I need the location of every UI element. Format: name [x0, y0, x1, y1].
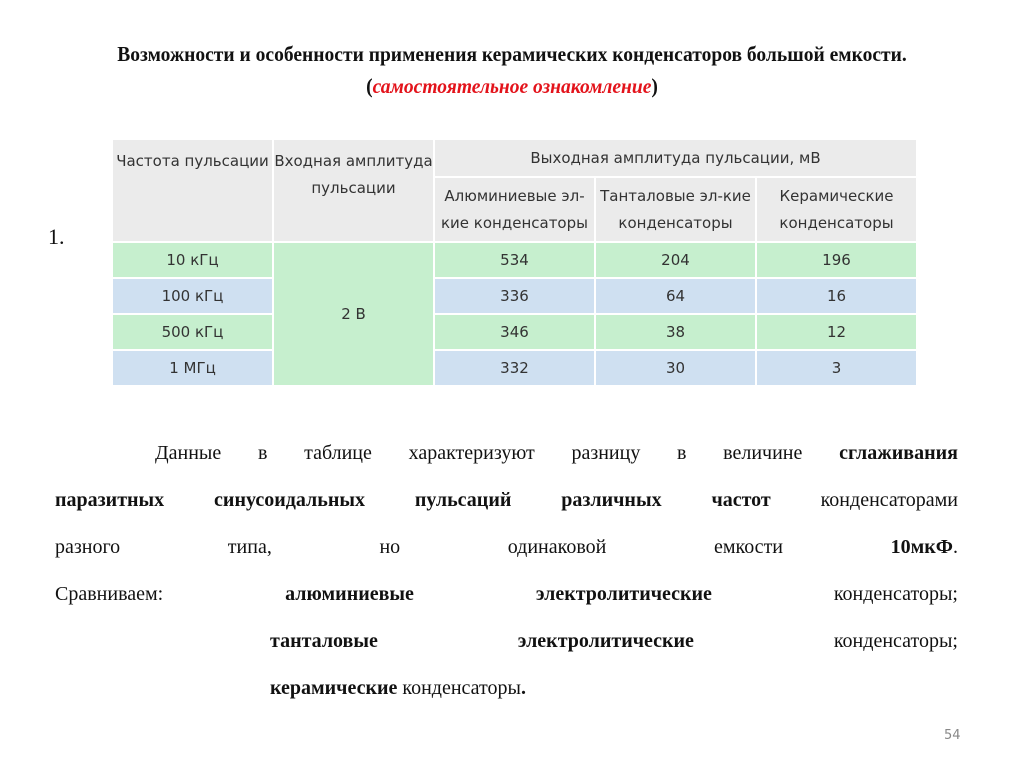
paren-open: ( [366, 74, 373, 98]
cell-tantalum: 64 [595, 278, 756, 314]
cell-tantalum: 38 [595, 314, 756, 350]
word: типа, [227, 536, 272, 558]
header-frequency: Частота пульсации [112, 139, 273, 242]
cell-frequency: 10 кГц [112, 242, 273, 278]
cell-aluminum: 346 [434, 314, 595, 350]
word: конденсаторы [397, 677, 521, 699]
period: . [952, 536, 958, 558]
paren-close: ) [651, 74, 658, 98]
body-paragraph [55, 430, 958, 712]
word: в [257, 442, 268, 464]
word: величине [723, 442, 803, 464]
word: таблице [304, 442, 372, 464]
header-output-group: Выходная амплитуда пульсации, мВ [434, 139, 917, 177]
slide-title [64, 38, 961, 102]
word: Данные [155, 442, 222, 464]
cell-input-value: 2 В [273, 242, 434, 386]
bold-word: керамические [270, 677, 398, 699]
ripple-table [111, 138, 918, 387]
word: в [677, 442, 687, 464]
word: конденсаторы; [833, 630, 958, 652]
word: емкости [713, 536, 784, 558]
bold-word: электролитические [535, 583, 712, 605]
header-input-amplitude: Входная амплитуда пульсации [273, 139, 434, 242]
para-line-3 [55, 524, 958, 571]
word: разницу [571, 442, 641, 464]
bold-word: сглаживания [839, 442, 958, 464]
header-ceramic: Керамические конденсаторы [756, 177, 917, 242]
cell-frequency: 100 кГц [112, 278, 273, 314]
word: характеризуют [408, 442, 535, 464]
para-line-6 [55, 665, 958, 712]
cell-ceramic: 196 [756, 242, 917, 278]
header-aluminum: Алюминиевые эл-кие конденсаторы [434, 177, 595, 242]
bold-word: различных [561, 489, 662, 511]
word: Сравниваем: [55, 583, 164, 605]
page-number: 54 [944, 728, 961, 743]
cell-aluminum: 534 [434, 242, 595, 278]
table-row [112, 350, 917, 386]
title-main: Возможности и особенности применения керамических конденсаторов большой емкости. [117, 42, 907, 66]
table-row [112, 278, 917, 314]
cell-ceramic: 12 [756, 314, 917, 350]
cell-ceramic: 16 [756, 278, 917, 314]
bold-word: танталовые [270, 630, 378, 652]
cell-frequency: 1 МГц [112, 350, 273, 386]
cell-tantalum: 204 [595, 242, 756, 278]
item-number: 1. [48, 224, 65, 249]
para-line-1 [55, 430, 958, 477]
para-line-2 [55, 477, 958, 524]
title-note: самостоятельное ознакомление [372, 74, 652, 98]
word: но [379, 536, 401, 558]
para-line-5 [55, 618, 958, 665]
bold-word: 10мкФ [890, 536, 953, 558]
header-tantalum: Танталовые эл-кие конденсаторы [595, 177, 756, 242]
cell-aluminum: 336 [434, 278, 595, 314]
cell-tantalum: 30 [595, 350, 756, 386]
table-row [112, 314, 917, 350]
cell-frequency: 500 кГц [112, 314, 273, 350]
bold-word: электролитические [517, 630, 694, 652]
bold-word: синусоидальных [214, 489, 365, 511]
para-line-4 [55, 571, 958, 618]
period: . [520, 677, 526, 699]
bold-word: алюминиевые [285, 583, 414, 605]
table-row [112, 242, 917, 278]
cell-aluminum: 332 [434, 350, 595, 386]
capacitance [891, 524, 958, 571]
bold-word: частот [711, 489, 771, 511]
word: конденсаторами [820, 489, 958, 511]
cell-ceramic: 3 [756, 350, 917, 386]
bold-word: паразитных [55, 489, 165, 511]
word: конденсаторы; [833, 583, 958, 605]
word: одинаковой [507, 536, 607, 558]
bold-word: пульсаций [414, 489, 512, 511]
word: разного [55, 536, 121, 558]
